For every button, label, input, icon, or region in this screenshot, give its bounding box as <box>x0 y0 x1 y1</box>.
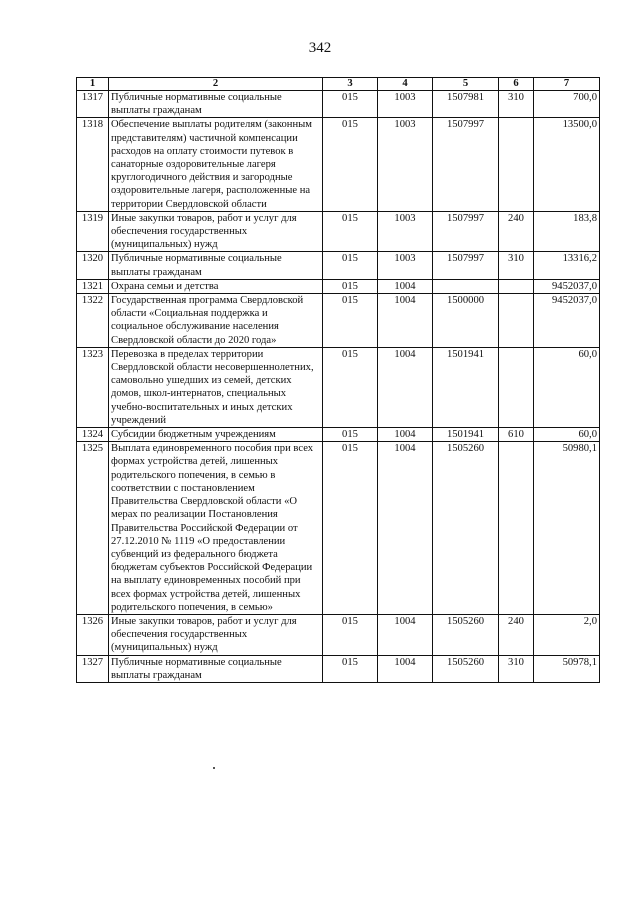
column-header: 3 <box>323 78 378 91</box>
expense-type-code <box>499 442 534 615</box>
admin-code: 015 <box>323 428 378 442</box>
row-number: 1327 <box>77 655 109 682</box>
expense-type-code: 310 <box>499 655 534 682</box>
expense-type-code: 240 <box>499 614 534 655</box>
column-header: 2 <box>109 78 323 91</box>
target-article-code <box>433 279 499 293</box>
expense-type-code <box>499 294 534 348</box>
target-article-code: 1501941 <box>433 347 499 427</box>
row-number: 1320 <box>77 252 109 279</box>
row-number: 1318 <box>77 118 109 211</box>
row-description: Обеспечение выплаты родителям (законным представителям) частичной компенсации расходов на оплату стоимости путевок в санаторные оздоровительные лагеря круглогодичного действия и загородные оздоровительные лагеря, расположенные на территории Свердловской области <box>109 118 323 211</box>
admin-code: 015 <box>323 211 378 252</box>
amount: 9452037,0 <box>534 294 600 348</box>
row-number: 1322 <box>77 294 109 348</box>
section-code: 1003 <box>378 211 433 252</box>
amount: 60,0 <box>534 428 600 442</box>
table-row <box>77 347 600 427</box>
table-row <box>77 211 600 252</box>
row-number: 1325 <box>77 442 109 615</box>
column-header: 6 <box>499 78 534 91</box>
table-row <box>77 91 600 118</box>
admin-code: 015 <box>323 442 378 615</box>
row-description: Перевозка в пределах территории Свердловской области несовершеннолетних, самовольно ушедших из семей, детских домов, школ-интернатов, специальных учебно-воспитательных и иных детских учреждений <box>109 347 323 427</box>
row-number: 1323 <box>77 347 109 427</box>
row-description: Субсидии бюджетным учреждениям <box>109 428 323 442</box>
amount: 13316,2 <box>534 252 600 279</box>
target-article-code: 1507997 <box>433 118 499 211</box>
budget-table <box>76 77 600 683</box>
page-number: 342 <box>308 40 332 56</box>
expense-type-code: 310 <box>499 252 534 279</box>
section-code: 1004 <box>378 347 433 427</box>
amount: 50980,1 <box>534 442 600 615</box>
amount: 60,0 <box>534 347 600 427</box>
admin-code: 015 <box>323 655 378 682</box>
admin-code: 015 <box>323 279 378 293</box>
expense-type-code <box>499 118 534 211</box>
amount: 13500,0 <box>534 118 600 211</box>
section-code: 1004 <box>378 428 433 442</box>
section-code: 1004 <box>378 294 433 348</box>
admin-code: 015 <box>323 91 378 118</box>
target-article-code: 1507981 <box>433 91 499 118</box>
scan-speck <box>213 767 215 769</box>
amount: 9452037,0 <box>534 279 600 293</box>
admin-code: 015 <box>323 614 378 655</box>
table-row <box>77 279 600 293</box>
row-number: 1321 <box>77 279 109 293</box>
expense-type-code <box>499 347 534 427</box>
amount: 183,8 <box>534 211 600 252</box>
target-article-code: 1505260 <box>433 614 499 655</box>
row-description: Публичные нормативные социальные выплаты гражданам <box>109 655 323 682</box>
row-description: Иные закупки товаров, работ и услуг для обеспечения государственных (муниципальных) нужд <box>109 614 323 655</box>
table-row <box>77 428 600 442</box>
column-header: 1 <box>77 78 109 91</box>
section-code: 1003 <box>378 91 433 118</box>
admin-code: 015 <box>323 294 378 348</box>
section-code: 1003 <box>378 118 433 211</box>
row-description: Публичные нормативные социальные выплаты гражданам <box>109 91 323 118</box>
expense-type-code: 310 <box>499 91 534 118</box>
row-number: 1324 <box>77 428 109 442</box>
target-article-code: 1505260 <box>433 655 499 682</box>
table-row <box>77 294 600 348</box>
row-number: 1317 <box>77 91 109 118</box>
column-header: 7 <box>534 78 600 91</box>
row-description: Публичные нормативные социальные выплаты гражданам <box>109 252 323 279</box>
admin-code: 015 <box>323 347 378 427</box>
row-description: Государственная программа Свердловской области «Социальная поддержка и социальное обслуживание населения Свердловской области до 2020 года» <box>109 294 323 348</box>
expense-type-code: 610 <box>499 428 534 442</box>
table-row <box>77 442 600 615</box>
target-article-code: 1501941 <box>433 428 499 442</box>
row-description: Выплата единовременного пособия при всех формах устройства детей, лишенных родительского попечения, в семью в соответствии с постановлением Правительства Свердловской области «О мерах по реализации Постановления Правительства Российской Федерации от 27.12.2010 № 1119 «О предоставлении субвенций из федерального бюджета бюджетам субъектов Российской Федерации на выплату единовременных пособий при всех формах устройства детей, лишенных родительского попечения, в семью» <box>109 442 323 615</box>
row-description: Иные закупки товаров, работ и услуг для обеспечения государственных (муниципальных) нужд <box>109 211 323 252</box>
table-row <box>77 118 600 211</box>
row-number: 1319 <box>77 211 109 252</box>
row-number: 1326 <box>77 614 109 655</box>
expense-type-code: 240 <box>499 211 534 252</box>
section-code: 1003 <box>378 252 433 279</box>
section-code: 1004 <box>378 655 433 682</box>
section-code: 1004 <box>378 614 433 655</box>
amount: 700,0 <box>534 91 600 118</box>
table-row <box>77 614 600 655</box>
target-article-code: 1507997 <box>433 252 499 279</box>
amount: 50978,1 <box>534 655 600 682</box>
target-article-code: 1500000 <box>433 294 499 348</box>
amount: 2,0 <box>534 614 600 655</box>
target-article-code: 1507997 <box>433 211 499 252</box>
admin-code: 015 <box>323 118 378 211</box>
table-row <box>77 252 600 279</box>
column-header: 5 <box>433 78 499 91</box>
admin-code: 015 <box>323 252 378 279</box>
table-row <box>77 655 600 682</box>
column-header: 4 <box>378 78 433 91</box>
table-header-row <box>77 78 600 91</box>
row-description: Охрана семьи и детства <box>109 279 323 293</box>
target-article-code: 1505260 <box>433 442 499 615</box>
section-code: 1004 <box>378 279 433 293</box>
expense-type-code <box>499 279 534 293</box>
section-code: 1004 <box>378 442 433 615</box>
